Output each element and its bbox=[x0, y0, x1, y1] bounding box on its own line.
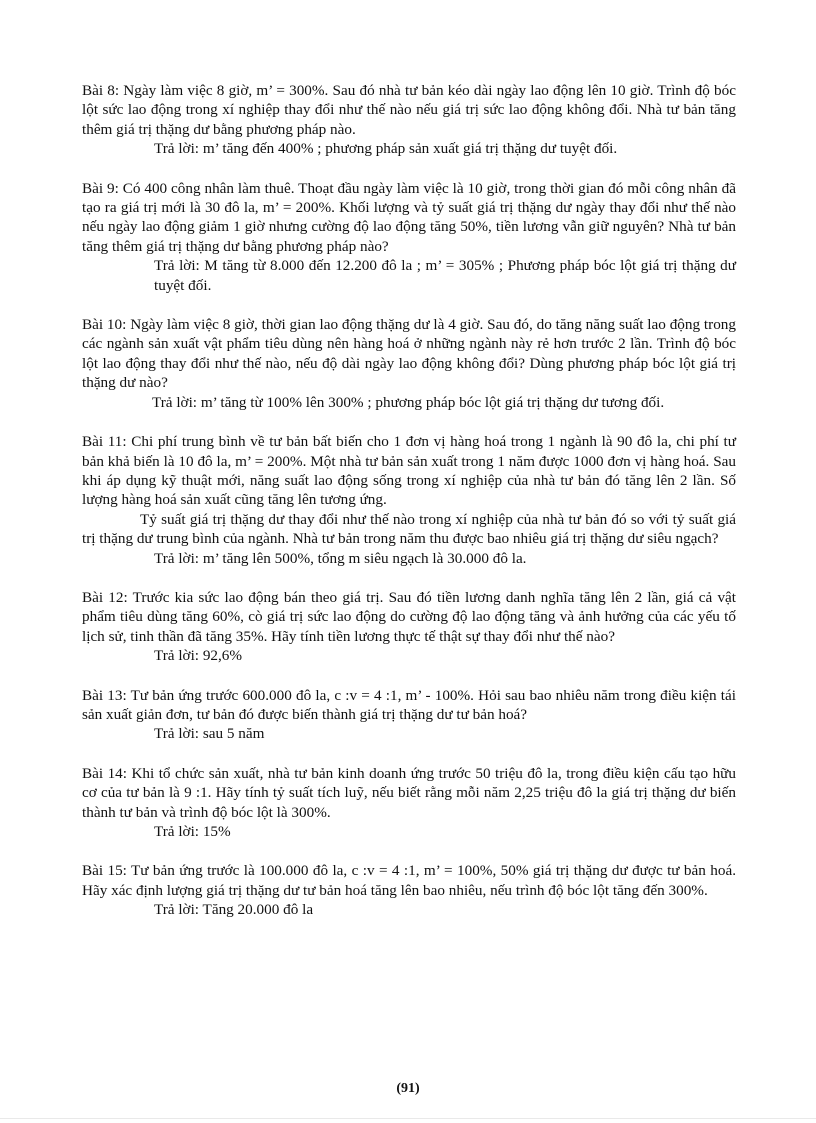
problem-9 bbox=[82, 179, 736, 295]
problem-answer: Trả lời: 92,6% bbox=[154, 647, 243, 665]
page-bottom-edge bbox=[0, 1118, 816, 1119]
problem-answer: Trả lời: m’ tăng lên 500%, tổng m siêu ngạch là 30.000 đô la. bbox=[154, 549, 527, 567]
problem-text: Bài 12: Trước kia sức lao động bán theo giá trị. Sau đó tiền lương danh nghĩa tăng lên 2 lần, giá cả vật phẩm tiêu dùng tăng 60%, cò giá trị sức lao động do cường độ lao động tăng và ảnh hưởng của các yếu tố lịch sử, tinh thần đã tăng 35%. Hãy tính tiền lương thực tế thật sự thay đổi như thế nào? bbox=[82, 588, 736, 645]
problem-15 bbox=[82, 861, 736, 919]
problem-text-continued: Tỷ suất giá trị thặng dư thay đổi như thế nào trong xí nghiệp của nhà tư bản đó so với tỷ suất giá trị thặng dư trung bình của ngành. Nhà tư bản trong năm thu được bao nhiêu giá trị thặng dư siêu ngạch? bbox=[82, 510, 736, 548]
problem-13 bbox=[82, 686, 736, 744]
problem-answer: Trả lời: m’ tăng đến 400% ; phương pháp sản xuất giá trị thặng dư tuyệt đối. bbox=[154, 140, 618, 158]
problem-14 bbox=[82, 764, 736, 842]
problem-12 bbox=[82, 588, 736, 666]
problem-text: Bài 11: Chi phí trung bình về tư bản bất biến cho 1 đơn vị hàng hoá trong 1 ngành là 90 đô la, chi phí tư bản khả biến là 10 đô la, m’ = 200%. Một nhà tư bản sản xuất trong 1 năm được 1000 đơn vị hàng hoá. Sau khi áp dụng kỹ thuật mới, năng suất lao động sống trong xí nghiệp của nhà tư bản đó tăng lên 2 lần. Số lượng hàng hoá sản xuất cũng tăng lên tương ứng. bbox=[82, 433, 736, 509]
problem-8 bbox=[82, 81, 736, 159]
problem-answer: Trả lời: sau 5 năm bbox=[154, 725, 265, 743]
problem-answer: Trả lời: Tăng 20.000 đô la bbox=[154, 901, 314, 919]
problem-answer: Trả lời: M tăng từ 8.000 đến 12.200 đô la ; m’ = 305% ; Phương pháp bóc lột giá trị thặng dư tuyệt đối. bbox=[154, 257, 736, 294]
document-body bbox=[82, 81, 736, 940]
problem-text: Bài 8: Ngày làm việc 8 giờ, m’ = 300%. Sau đó nhà tư bản kéo dài ngày lao động lên 10 giờ. Trình độ bóc lột sức lao động trong xí nghiệp thay đổi như thế nào nếu giá trị sức lao động không đổi. Nhà tư bản tăng thêm giá trị thặng dư bằng phương pháp nào. bbox=[82, 82, 736, 138]
problem-11 bbox=[82, 432, 736, 568]
problem-text: Bài 15: Tư bản ứng trước là 100.000 đô la, c :v = 4 :1, m’ = 100%, 50% giá trị thặng dư được tư bản hoá. Hãy xác định lượng giá trị thặng dư tư bản hoá tăng lên bao nhiêu, nếu trình độ bóc lột tăng đến 300%. bbox=[82, 862, 736, 899]
problem-text: Bài 14: Khi tổ chức sản xuất, nhà tư bản kinh doanh ứng trước 50 triệu đô la, trong điều kiện cấu tạo hữu cơ của tư bản là 9 :1. Hãy tính tỷ suất tích luỹ, nếu biết rằng mỗi năm 2,25 triệu đô la giá trị thặng dư biến thành tư bản và trình độ bóc lột là 300%. bbox=[82, 764, 736, 821]
problem-text: Bài 13: Tư bản ứng trước 600.000 đô la, c :v = 4 :1, m’ - 100%. Hỏi sau bao nhiêu năm trong điều kiện tái sản xuất giản đơn, tư bản đó được biến thành giá trị thặng dư tư bản hoá? bbox=[82, 686, 736, 723]
problem-text: Bài 9: Có 400 công nhân làm thuê. Thoạt đầu ngày làm việc là 10 giờ, trong thời gian đó mỗi công nhân đã tạo ra giá trị mới là 30 đô la, m’ = 200%. Khối lượng và tỷ suất giá trị thặng dư ngày thay đổi như thế nào nếu ngày lao động giảm 1 giờ nhưng cường độ lao động tăng 50%, tiền lương vẫn giữ nguyên? Nhà tư bản tăng thêm giá trị thặng dư bằng phương pháp nào? bbox=[82, 179, 736, 255]
problem-10 bbox=[82, 315, 736, 412]
problem-answer: Trả lời: 15% bbox=[154, 823, 231, 840]
problem-text: Bài 10: Ngày làm việc 8 giờ, thời gian lao động thặng dư là 4 giờ. Sau đó, do tăng năng suất lao động trong các ngành sản xuất vật phẩm tiêu dùng nên hàng hoá ở những ngành này rẻ hơn trước 2 lần. Trình độ bóc lột lao động thay đổi như thế nào, nếu độ dài ngày lao động không đổi? Dùng phương pháp bóc lột giá trị thặng dư nào? bbox=[82, 316, 736, 392]
page-number: (91) bbox=[396, 1081, 420, 1096]
problem-answer: Trả lời: m’ tăng từ 100% lên 300% ; phương pháp bóc lột giá trị thặng dư tương đối. bbox=[152, 393, 665, 411]
